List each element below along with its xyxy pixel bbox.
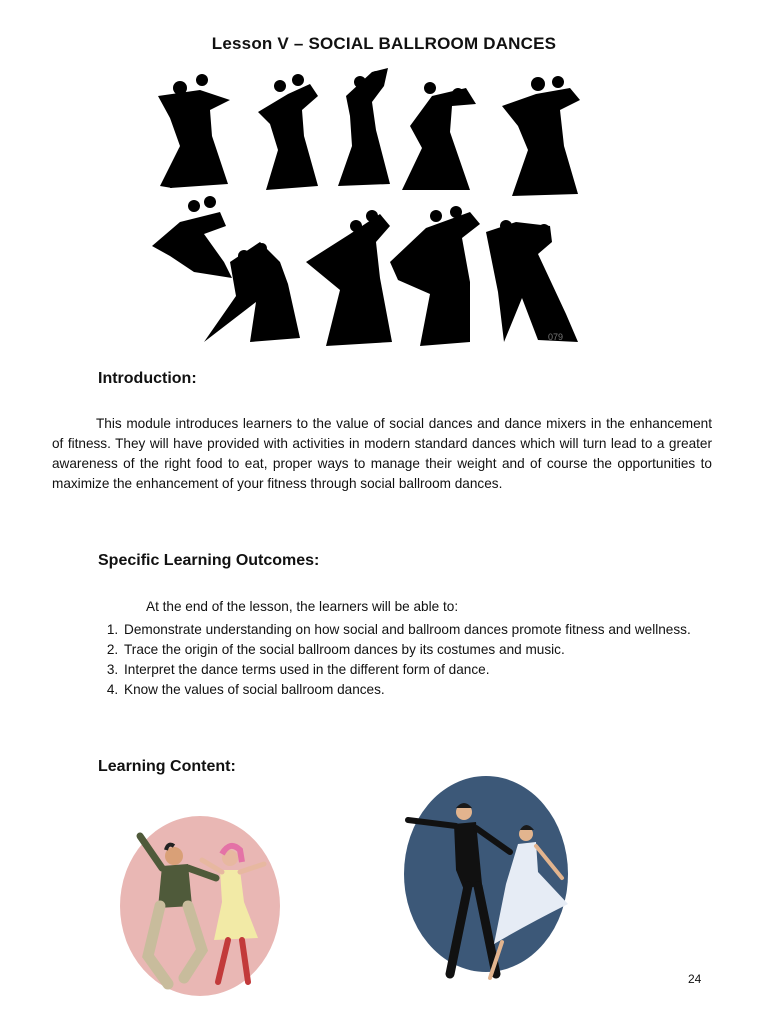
- outcomes-heading: Specific Learning Outcomes:: [98, 552, 320, 569]
- learning-content-heading: Learning Content:: [98, 758, 236, 775]
- swing-dance-couple-icon: [118, 806, 288, 996]
- dancer-couple-5: [502, 76, 580, 196]
- introduction-heading: Introduction:: [98, 370, 197, 387]
- ballroom-dancer-silhouettes-image: [140, 66, 610, 356]
- outcomes-lead-text: At the end of the lesson, the learners will be able to:: [146, 599, 459, 614]
- dancer-couple-2: [258, 74, 318, 190]
- outcome-item: 2. Trace the origin of the social ballroom dances by its costumes and music.: [122, 640, 768, 660]
- page-number: 24: [688, 972, 702, 986]
- dancer-couple-4: [402, 82, 476, 190]
- image-watermark-code: 079: [548, 332, 564, 342]
- dancer-couple-1: [158, 74, 230, 188]
- dancer-couple-10: [486, 220, 578, 342]
- outcomes-list: [68, 620, 768, 700]
- outcome-item: 3. Interpret the dance terms used in the different form of dance.: [122, 660, 768, 680]
- introduction-paragraph: This module introduces learners to the value of social dances and dance mixers in the enhancement of fitness. They will have provided with activities in modern standard dances which will turn lead to a greater awareness of the right food to eat, proper ways to manage their weight and of course the opportunities to maximize the enhancement of your fitness through social ballroom dances.: [52, 416, 712, 491]
- dancer-couple-9: [390, 206, 480, 346]
- dancer-couple-6: [152, 196, 232, 278]
- outcome-item: 4. Know the values of social ballroom dances.: [122, 680, 768, 700]
- swing-couple-illustration: [118, 806, 288, 996]
- dancer-couple-3: [338, 68, 390, 186]
- ballroom-couple-icon: [398, 774, 574, 994]
- dancer-silhouettes-icon: [140, 66, 610, 356]
- ballroom-couple-illustration: [398, 774, 574, 994]
- dancer-couple-8: [306, 210, 392, 346]
- lesson-title: Lesson V – SOCIAL BALLROOM DANCES: [211, 34, 557, 53]
- outcome-item: 1. Demonstrate understanding on how social and ballroom dances promote fitness and wellness.: [122, 620, 768, 640]
